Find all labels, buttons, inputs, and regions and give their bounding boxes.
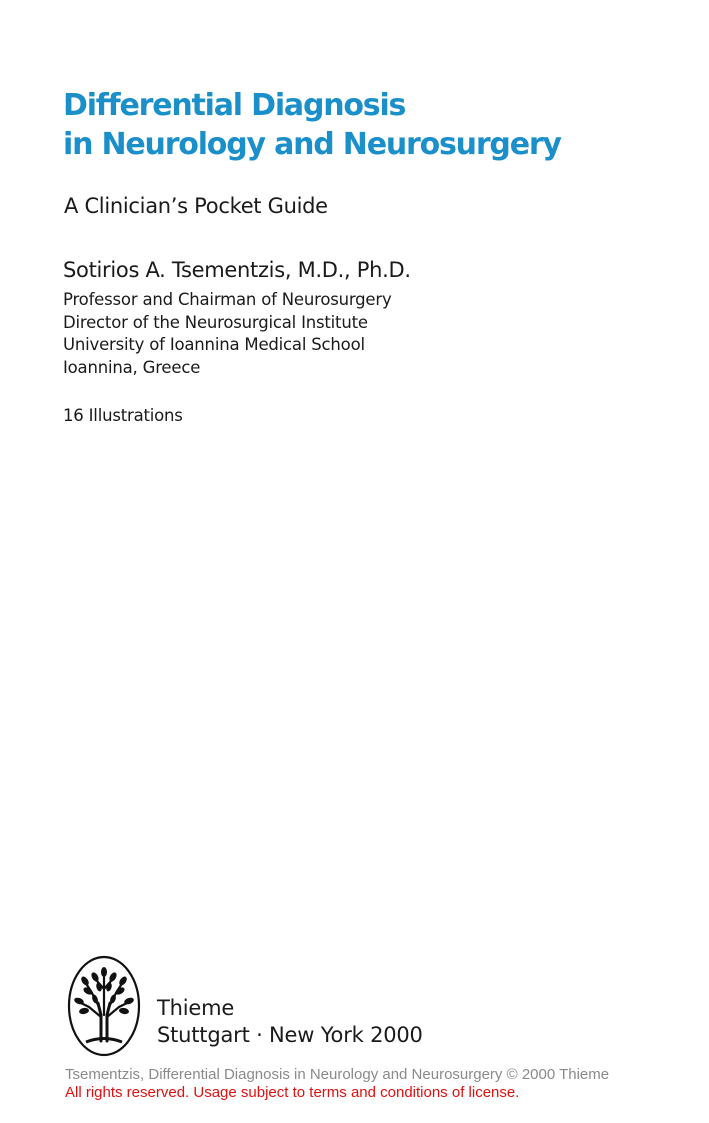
book-title-line-1: Differential Diagnosis [63,88,406,123]
license-footer [65,1066,609,1102]
affiliation-line: University of Ioannina Medical School [63,335,365,354]
book-title-line-2: in Neurology and Neurosurgery [63,127,561,162]
rights-notice: All rights reserved. Usage subject to terms and conditions of license. [65,1084,520,1101]
copyright-notice: Tsementzis, Differential Diagnosis in Neurology and Neurosurgery © 2000 Thieme [65,1066,610,1083]
publisher-location-year: Stuttgart · New York 2000 [157,1023,423,1047]
author-name: Sotirios A. Tsementzis, M.D., Ph.D. [63,258,411,282]
tree-emblem-icon [67,955,141,1057]
publisher-name: Thieme [157,996,235,1020]
affiliation-line: Ioannina, Greece [63,357,201,377]
affiliation-line: Professor and Chairman of Neurosurgery [63,290,392,309]
book-title [63,86,561,164]
publisher-imprint [157,995,423,1049]
affiliation-line: Director of the Neurosurgical Institute [63,312,368,332]
illustrations-count: 16 Illustrations [63,406,183,425]
author-affiliation [63,289,392,379]
book-subtitle: A Clinician’s Pocket Guide [64,194,328,218]
